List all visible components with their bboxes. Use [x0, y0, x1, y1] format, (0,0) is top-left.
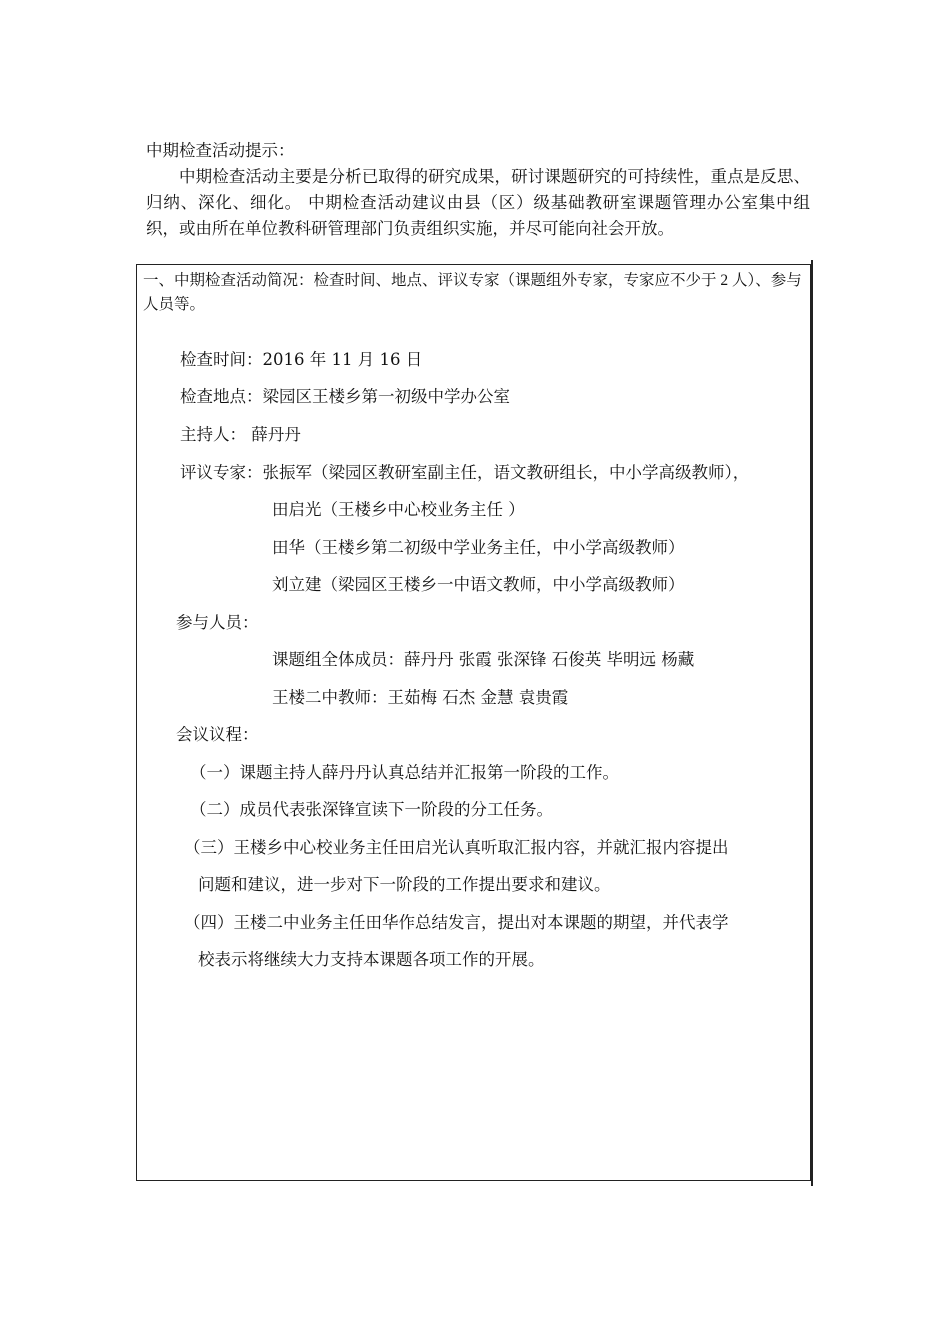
host: 主持人： 薛丹丹 — [180, 425, 301, 444]
agenda-item: （一）课题主持人薛丹丹认真总结并汇报第一阶段的工作。 — [190, 763, 619, 782]
inspection-time: 检查时间：2016 年 11 月 16 日 — [180, 350, 423, 369]
experts-label: 评议专家：张振军（梁园区教研室副主任，语文教研组长，中小学高级教师）， — [180, 463, 750, 482]
agenda-item-continued: 问题和建议，进一步对下一阶段的工作提出要求和建议。 — [198, 875, 611, 894]
participant-item: 王楼二中教师：王茹梅 石杰 金慧 袁贵霞 — [272, 688, 569, 707]
agenda-item: （四）王楼二中业务主任田华作总结发言，提出对本课题的期望，并代表学 — [184, 913, 729, 932]
participant-item: 课题组全体成员：薛丹丹 张霞 张深锋 石俊英 毕明远 杨藏 — [272, 650, 695, 669]
intro-paragraph: 中期检查活动主要是分析已取得的研究成果，研讨课题研究的可持续性，重点是反思、归纳、深化、细化。 中期检查活动建议由县（区）级基础教研室课题管理办公室集中组织，或由所在单位教科研管理部门负责组织实施，并尽可能向社会开放。 — [146, 167, 810, 238]
expert-item: 田华（王楼乡第二初级中学业务主任，中小学高级教师） — [272, 538, 685, 557]
participants-label: 参与人员： — [176, 613, 259, 632]
agenda-item: （三）王楼乡中心校业务主任田启光认真听取汇报内容，并就汇报内容提出 — [184, 838, 729, 857]
agenda-label: 会议议程： — [176, 725, 259, 744]
table-right-border — [811, 260, 813, 1186]
intro-title: 中期检查活动提示： — [146, 141, 295, 160]
expert-item: 田启光（王楼乡中心校业务主任 ） — [272, 500, 525, 519]
inspection-place: 检查地点：梁园区王楼乡第一初级中学办公室 — [180, 387, 510, 406]
agenda-item-continued: 校表示将继续大力支持本课题各项工作的开展。 — [198, 950, 545, 969]
section-heading: 一、中期检查活动简况：检查时间、地点、评议专家（课题组外专家，专家应不少于 2 人）、参与人员等。 — [143, 272, 802, 313]
agenda-item: （二）成员代表张深锋宣读下一阶段的分工任务。 — [190, 800, 553, 819]
expert-item: 刘立建（梁园区王楼乡一中语文教师，中小学高级教师） — [272, 575, 685, 594]
intro-block — [146, 138, 810, 242]
